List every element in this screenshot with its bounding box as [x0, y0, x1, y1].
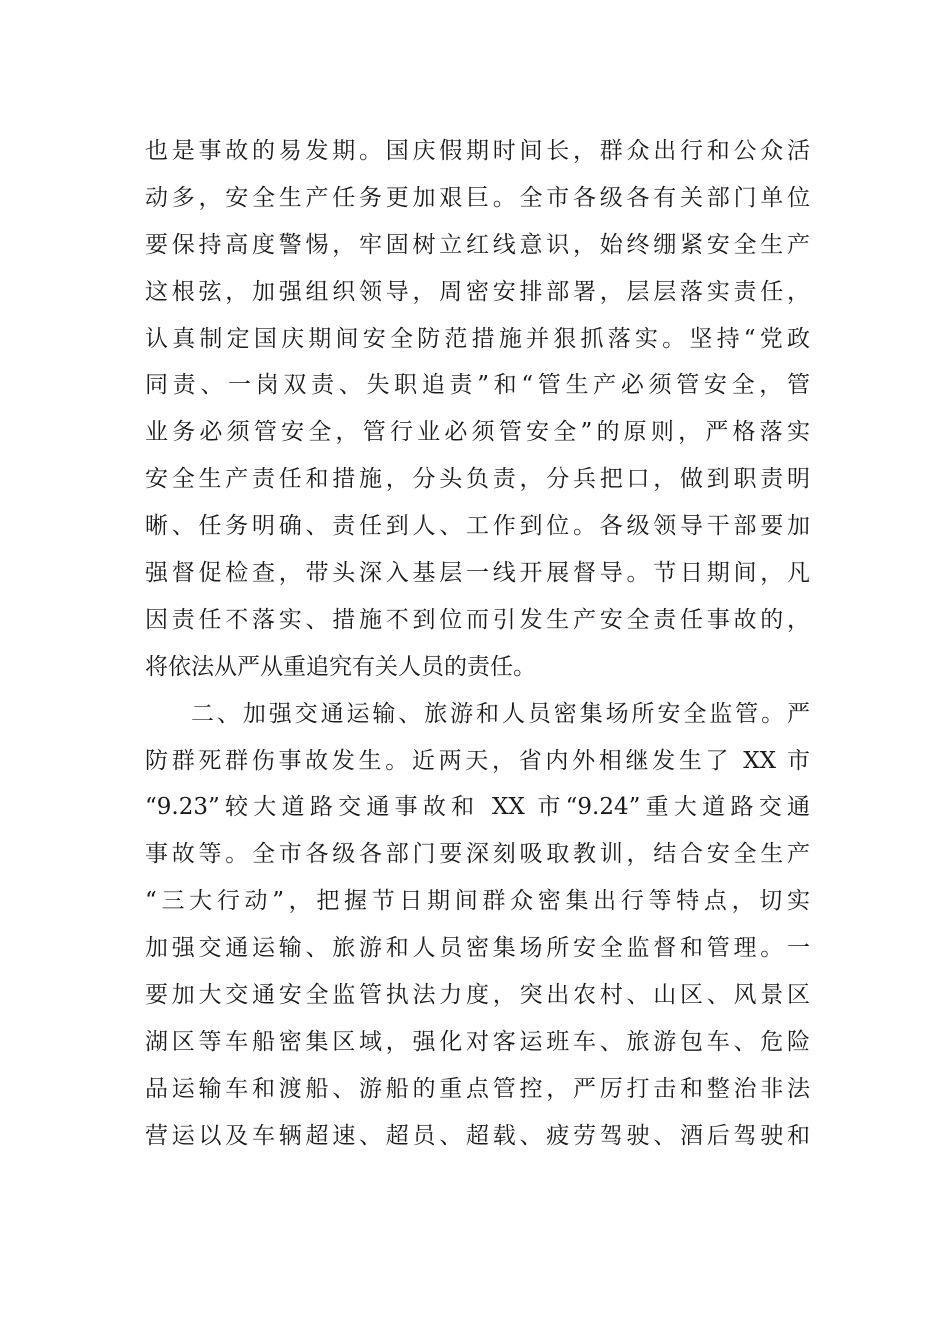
text-line: 动多，安全生产任务更加艰巨。全市各级各有关部门单位 [145, 184, 810, 211]
text-line: 营运以及车辆超速、超员、超载、疲劳驾驶、酒后驾驶和 [145, 1122, 810, 1149]
text-line: 因责任不落实、措施不到位而引发生产安全责任事故的， [145, 606, 810, 633]
text-line: 加强交通运输、旅游和人员密集场所安全监督和管理。一 [145, 935, 810, 962]
text-line: 也是事故的易发期。国庆假期时间长，群众出行和公众活 [145, 138, 810, 164]
text-line: 同责、一岗双责、失职追责”和“管生产必须管安全，管 [145, 372, 810, 399]
text-line: 业务必须管安全，管行业必须管安全”的原则，严格落实 [145, 419, 810, 446]
paragraph-traffic-safety [145, 691, 810, 1160]
text-line: 这根弦，加强组织领导，周密安排部署，层层落实责任， [145, 278, 810, 305]
text-line: 防群死群伤事故发生。近两天，省内外相继发生了 XX 市 [145, 747, 810, 774]
text-line: 认真制定国庆期间安全防范措施并狠抓落实。坚持“党政 [145, 325, 810, 352]
paragraph-responsibility [145, 128, 810, 691]
text-line: 强督促检查，带头深入基层一线开展督导。节日期间，凡 [145, 560, 810, 587]
text-line: 晰、任务明确、责任到人、工作到位。各级领导干部要加 [145, 513, 810, 540]
section-heading-line: 二、加强交通运输、旅游和人员密集场所安全监管。严 [191, 700, 810, 727]
text-line: “9.23”较大道路交通事故和 XX 市“9.24”重大道路交通 [145, 794, 810, 821]
text-line: 要保持高度警惕，牢固树立红线意识，始终绷紧安全生产 [145, 231, 810, 258]
text-line: 品运输车和渡船、游船的重点管控，严厉打击和整治非法 [145, 1075, 810, 1102]
document-body [145, 128, 810, 1160]
text-line: 要加大交通安全监管执法力度，突出农村、山区、风景区 [145, 982, 810, 1009]
text-line: 湖区等车船密集区域，强化对客运班车、旅游包车、危险 [145, 1028, 810, 1055]
text-line: “三大行动”，把握节日期间群众密集出行等特点，切实 [145, 888, 810, 915]
text-line: 事故等。全市各级各部门要深刻吸取教训，结合安全生产 [145, 841, 810, 868]
text-line: 将依法从严从重追究有关人员的责任。 [145, 653, 536, 680]
text-line: 安全生产责任和措施，分头负责，分兵把口，做到职责明 [145, 466, 810, 493]
